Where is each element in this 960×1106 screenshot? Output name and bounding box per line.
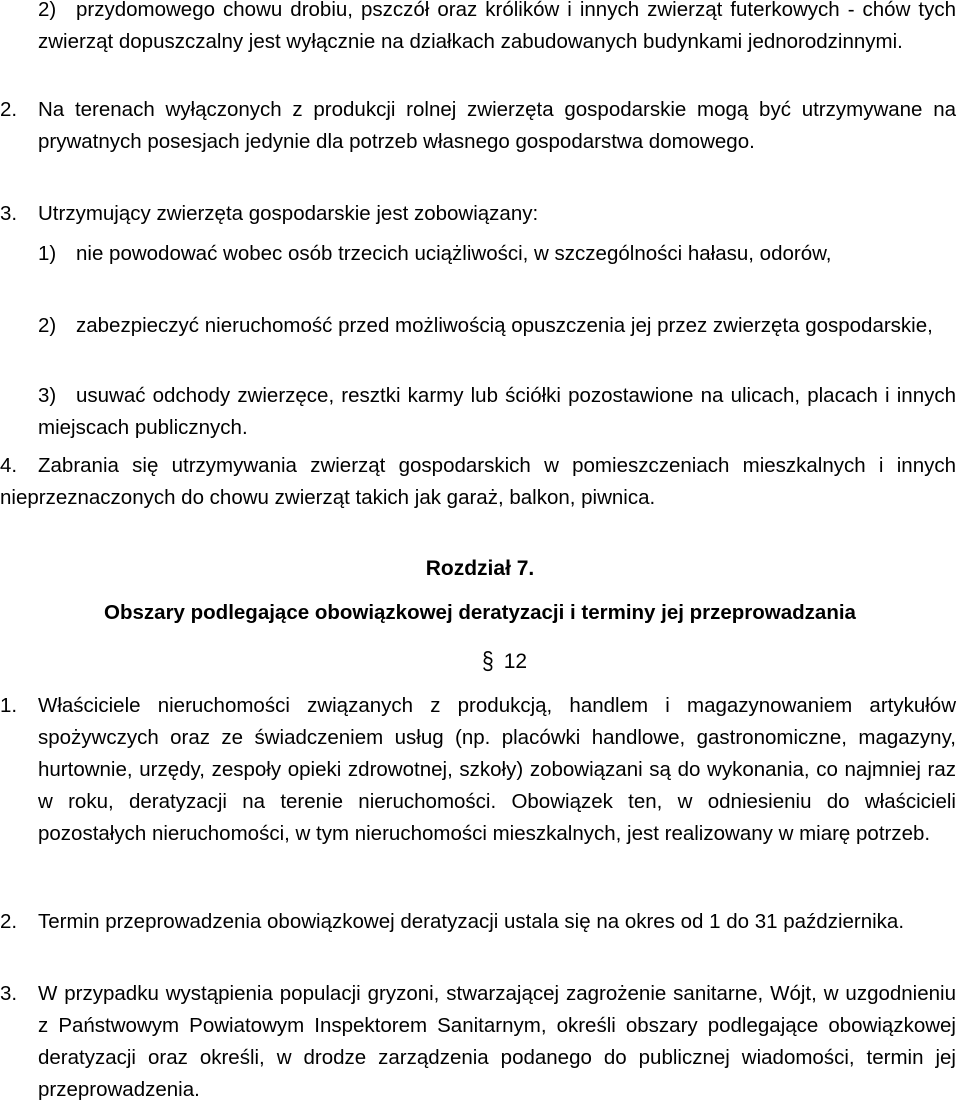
section-3-item-1 [38, 238, 956, 270]
clause-number: 1. [0, 694, 18, 717]
chapter-title: Obszary podlegające obowiązkowej deratyzacji i terminy jej przeprowadzania [104, 601, 856, 624]
paragraph-number [482, 646, 527, 678]
paragraph-number-value: 12 [503, 650, 528, 673]
section-4 [0, 450, 956, 514]
clause-2 [0, 906, 956, 938]
section-3-text: Utrzymujący zwierzęta gospodarskie jest zobowiązany: [38, 202, 539, 225]
section-3 [0, 198, 956, 230]
chapter-label: Rozdział 7. [425, 557, 535, 580]
section-4-text: Zabrania się utrzymywania zwierząt gospodarskich w pomieszczeniach mieszkalnych i innych nieprzeznaczonych do chowu zwierząt takich jak garaż, balkon, piwnica. [0, 454, 956, 509]
item-2-sub [38, 0, 956, 58]
clause-text: Właściciele nieruchomości związanych z produkcją, handlem i magazynowaniem artykułów spożywczych oraz ze świadczeniem usług (np. placówki handlowe, gastronomiczne, magazyny, hurtownie, urzędy, zespoły opieki zdrowotnej, szkoły) zobowiązani są do wykonania, co najmniej raz w roku, deratyzacji na terenie nieruchomości. Obowiązek ten, w odniesieniu do właścicieli pozostałych nieruchomości, w tym nieruchomości mieszkalnych, jest realizowany w miarę potrzeb. [38, 694, 956, 845]
section-3-item-2 [38, 310, 956, 342]
section-3-item-number: 3) [38, 384, 57, 407]
section-4-number: 4. [0, 454, 18, 477]
section-3-item-text: usuwać odchody zwierzęce, resztki karmy lub ściółki pozostawione na ulicach, placach i innych miejscach publicznych. [38, 384, 956, 439]
section-3-item-number: 1) [38, 242, 57, 265]
item-2-sub-number: 2) [38, 0, 57, 21]
item-2-sub-text: przydomowego chowu drobiu, pszczół oraz królików i innych zwierząt futerkowych - chów tych zwierząt dopuszczalny jest wyłącznie na działkach zabudowanych budynkami jednorodzinnymi. [38, 0, 956, 53]
section-3-item-number: 2) [38, 314, 57, 337]
section-2 [0, 94, 956, 158]
clause-text: Termin przeprowadzenia obowiązkowej deratyzacji ustala się na okres od 1 do 31 października. [38, 910, 905, 933]
section-2-number: 2. [0, 98, 18, 121]
section-3-item-3 [38, 380, 956, 444]
clause-3 [0, 978, 956, 1106]
section-3-item-text: nie powodować wobec osób trzecich uciążliwości, w szczególności hałasu, odorów, [76, 242, 832, 265]
section-3-number: 3. [0, 202, 18, 225]
clause-number: 3. [0, 982, 18, 1005]
clause-text: W przypadku wystąpienia populacji gryzoni, stwarzającej zagrożenie sanitarne, Wójt, w uzgodnieniu z Państwowym Powiatowym Inspektorem Sanitarnym, określi obszary podlegające obowiązkowej deratyzacji oraz określi, w drodze zarządzenia podanego do publicznej wiadomości, termin jej przeprowadzenia. [38, 982, 956, 1101]
section-3-item-text: zabezpieczyć nieruchomość przed możliwością opuszczenia jej przez zwierzęta gospodarskie, [76, 314, 933, 337]
clause-number: 2. [0, 910, 18, 933]
section-sign-icon: § [482, 647, 494, 676]
section-2-text: Na terenach wyłączonych z produkcji rolnej zwierzęta gospodarskie mogą być utrzymywane na prywatnych posesjach jedynie dla potrzeb własnego gospodarstwa domowego. [38, 98, 956, 153]
clause-1 [0, 690, 956, 850]
